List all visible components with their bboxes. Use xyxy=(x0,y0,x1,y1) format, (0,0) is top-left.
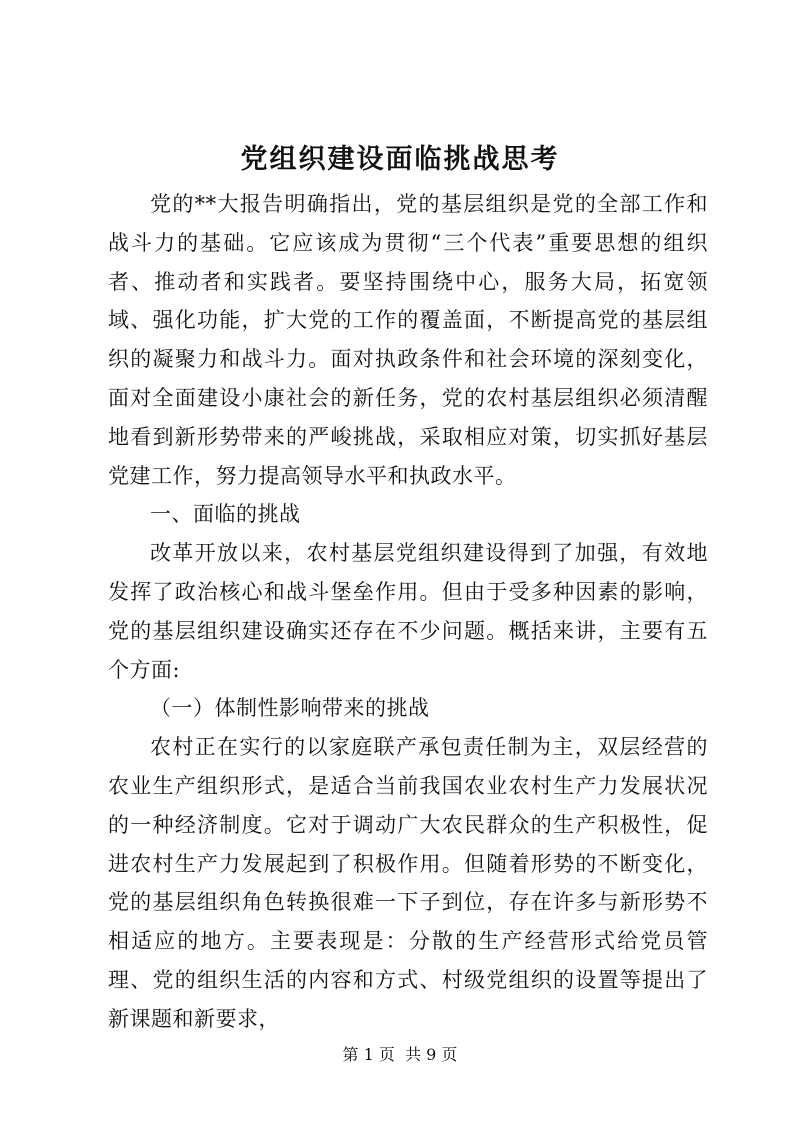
document-body xyxy=(108,185,708,1039)
institutional-paragraph: 农村正在实行的以家庭联产承包责任制为主，双层经营的农业生产组织形式，是适合当前我国农业农村生产力发展状况的一种经济制度。它对于调动广大农民群众的生产积极性，促进农村生产力发展起到了积极作用。但随着形势的不断变化，党的基层组织角色转换很难一下子到位，存在许多与新形势不相适应的地方。主要表现是：分散的生产经营形式给党员管理、党的组织生活的内容和方式、村级党组织的设置等提出了新课题和新要求， xyxy=(108,735,708,1031)
total-pages: 共 9 页 xyxy=(405,1045,458,1064)
intro-paragraph: 党的**大报告明确指出，党的基层组织是党的全部工作和战斗力的基础。它应该成为贯彻“三个代表”重要思想的组织者、推动者和实践者。要坚持围绕中心，服务大局，拓宽领域、强化功能，扩大党的工作的覆盖面，不断提高党的基层组织的凝聚力和战斗力。面对执政条件和社会环境的深刻变化，面对全面建设小康社会的新任务，党的农村基层组织必须清醒地看到新形势带来的严峻挑战，采取相应对策，切实抓好基层党建工作，努力提高领导水平和执政水平。 xyxy=(108,192,708,488)
page-footer xyxy=(0,1044,800,1066)
document-title: 党组织建设面临挑战思考 xyxy=(240,144,560,175)
subsection-heading-institutional: （一）体制性影响带来的挑战 xyxy=(150,696,430,721)
page-number: 第 1 页 xyxy=(342,1045,395,1064)
challenges-paragraph: 改革开放以来，农村基层党组织建设得到了加强，有效地发挥了政治核心和战斗堡垒作用。但由于受多种因素的影响，党的基层组织建设确实还存在不少问题。概括来讲，主要有五个方面: xyxy=(108,541,708,682)
section-heading-challenges: 一、面临的挑战 xyxy=(150,502,301,527)
